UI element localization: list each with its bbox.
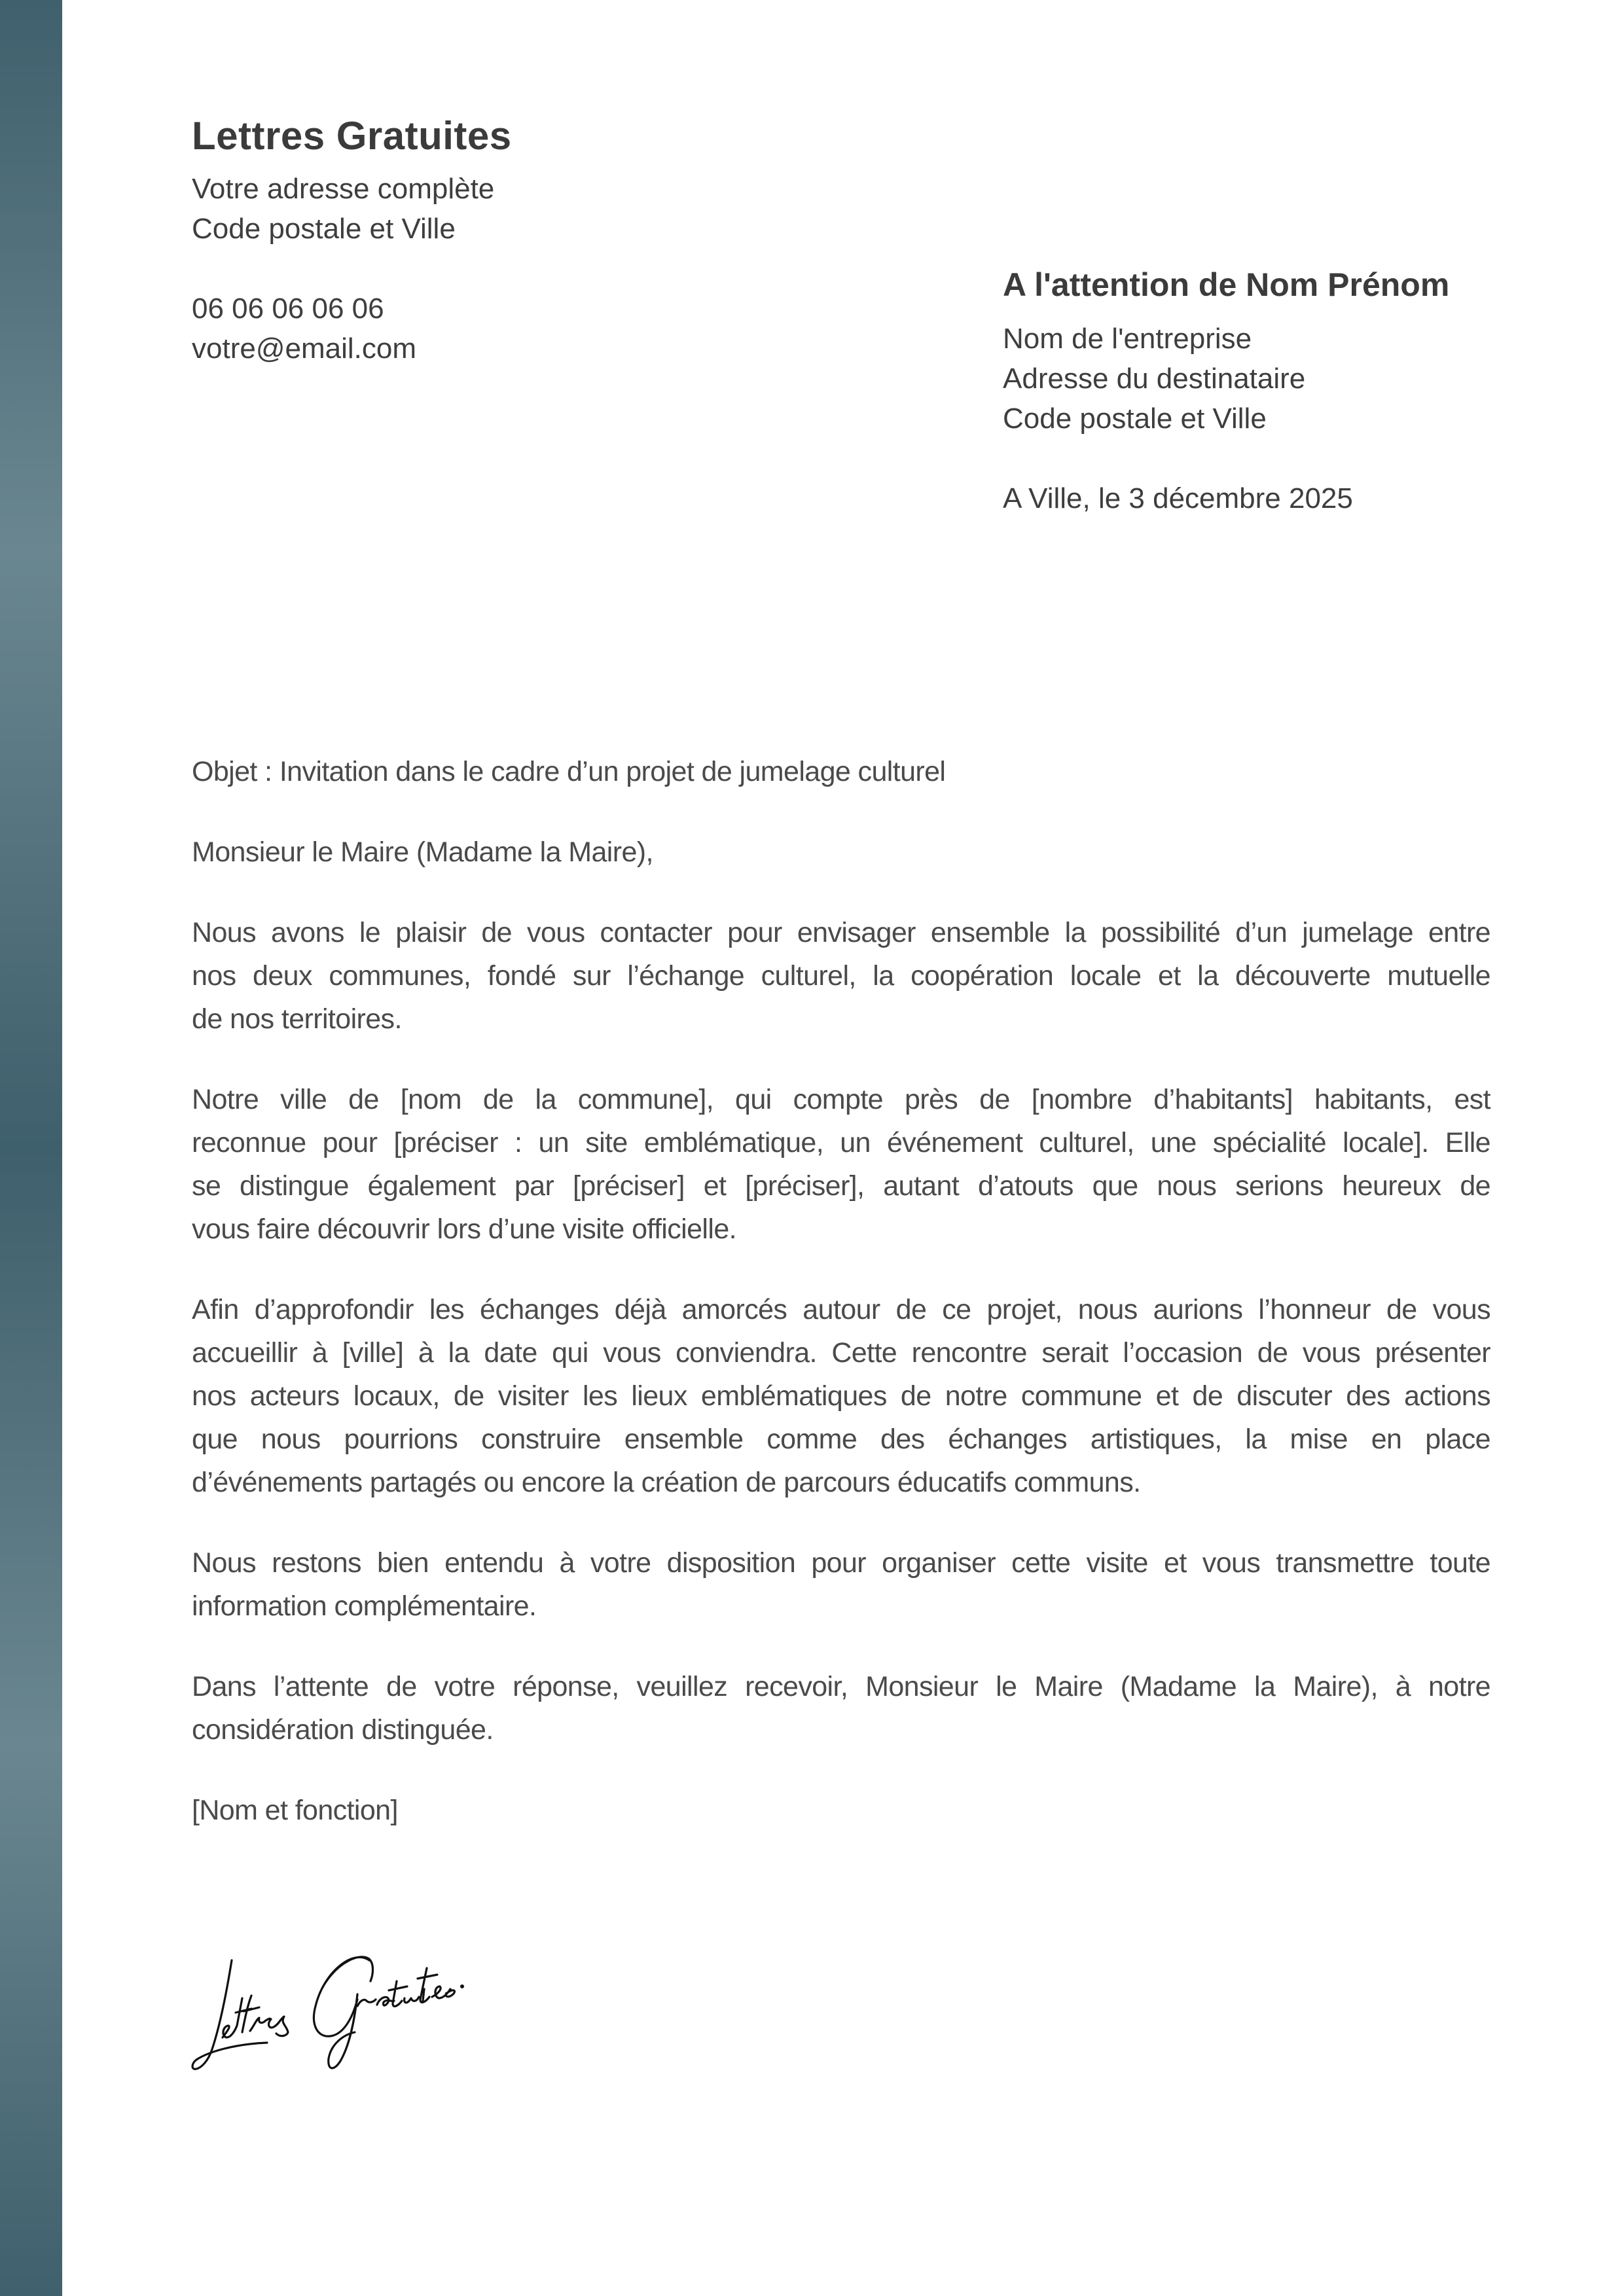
recipient-company: Nom de l'entreprise xyxy=(1003,323,1252,355)
paragraph-line: vous faire découvrir lors d’une visite officielle. xyxy=(192,1213,736,1245)
paragraph-1 xyxy=(192,911,1490,1041)
paragraph-2 xyxy=(192,1078,1490,1251)
recipient-address: Adresse du destinataire xyxy=(1003,363,1306,395)
letter-date: A Ville, le 3 décembre 2025 xyxy=(1003,482,1353,514)
letter-salutation xyxy=(192,831,1490,874)
spacer xyxy=(192,249,781,289)
signoff xyxy=(192,1789,1490,1832)
paragraph-line: de nos territoires. xyxy=(192,1003,402,1035)
paragraph-line: information complémentaire. xyxy=(192,1590,537,1622)
paragraph-closing xyxy=(192,1665,1490,1751)
paragraph-3 xyxy=(192,1288,1490,1504)
recipient-block xyxy=(1003,262,1592,518)
paragraph-line: Afin d’approfondir les échanges déjà amorcés autour de ce projet, nous aurions l’honneur de vous xyxy=(192,1294,1490,1325)
decorative-sidebar-band xyxy=(0,0,62,2296)
recipient-city: Code postale et Ville xyxy=(1003,403,1267,435)
signoff-name-function: [Nom et fonction] xyxy=(192,1795,398,1826)
subject-line: Objet : Invitation dans le cadre d’un projet de jumelage culturel xyxy=(192,756,946,787)
paragraph-line: Nous restons bien entendu à votre disposition pour organiser cette visite et vous transmettre toute xyxy=(192,1547,1490,1579)
sender-block xyxy=(192,111,781,368)
paragraph-line: nos deux communes, fondé sur l’échange culturel, la coopération locale et la découverte mutuelle xyxy=(192,960,1490,992)
letter-subject xyxy=(192,750,1490,793)
sender-city: Code postale et Ville xyxy=(192,213,456,245)
paragraph-4 xyxy=(192,1541,1490,1628)
paragraph-line: que nous pourrions construire ensemble comme des échanges artistiques, la mise en place xyxy=(192,1424,1490,1455)
letter-body xyxy=(192,750,1490,1869)
paragraph-line: Notre ville de [nom de la commune], qui compte près de [nombre d’habitants] habitants, est xyxy=(192,1084,1490,1115)
sender-address: Votre adresse complète xyxy=(192,173,495,205)
paragraph-line: Dans l’attente de votre réponse, veuillez recevoir, Monsieur le Maire (Madame la Maire), à notre xyxy=(192,1671,1490,1702)
paragraph-line: Nous avons le plaisir de vous contacter pour envisager ensemble la possibilité d’un jumelage entre xyxy=(192,917,1490,948)
sender-name: Lettres Gratuites xyxy=(192,114,512,158)
paragraph-line: accueillir à [ville] à la date qui vous conviendra. Cette rencontre serait l’occasion de vous présenter xyxy=(192,1337,1490,1369)
paragraph-line: se distingue également par [préciser] et [préciser], autant d’atouts que nous serions heureux de xyxy=(192,1170,1490,1202)
salutation-line: Monsieur le Maire (Madame la Maire), xyxy=(192,836,653,868)
recipient-title: A l'attention de Nom Prénom xyxy=(1003,266,1450,303)
spacer xyxy=(1003,439,1592,478)
sender-email: votre@email.com xyxy=(192,332,416,365)
paragraph-line: considération distinguée. xyxy=(192,1714,494,1746)
handwritten-signature-icon xyxy=(189,1921,568,2078)
paragraph-line: d’événements partagés ou encore la création de parcours éducatifs communs. xyxy=(192,1467,1141,1498)
paragraph-line: nos acteurs locaux, de visiter les lieux emblématiques de notre commune et de discuter des actions xyxy=(192,1380,1490,1412)
sender-phone: 06 06 06 06 06 xyxy=(192,293,384,325)
paragraph-line: reconnue pour [préciser : un site emblématique, un événement culturel, une spécialité locale]. Elle xyxy=(192,1127,1490,1158)
